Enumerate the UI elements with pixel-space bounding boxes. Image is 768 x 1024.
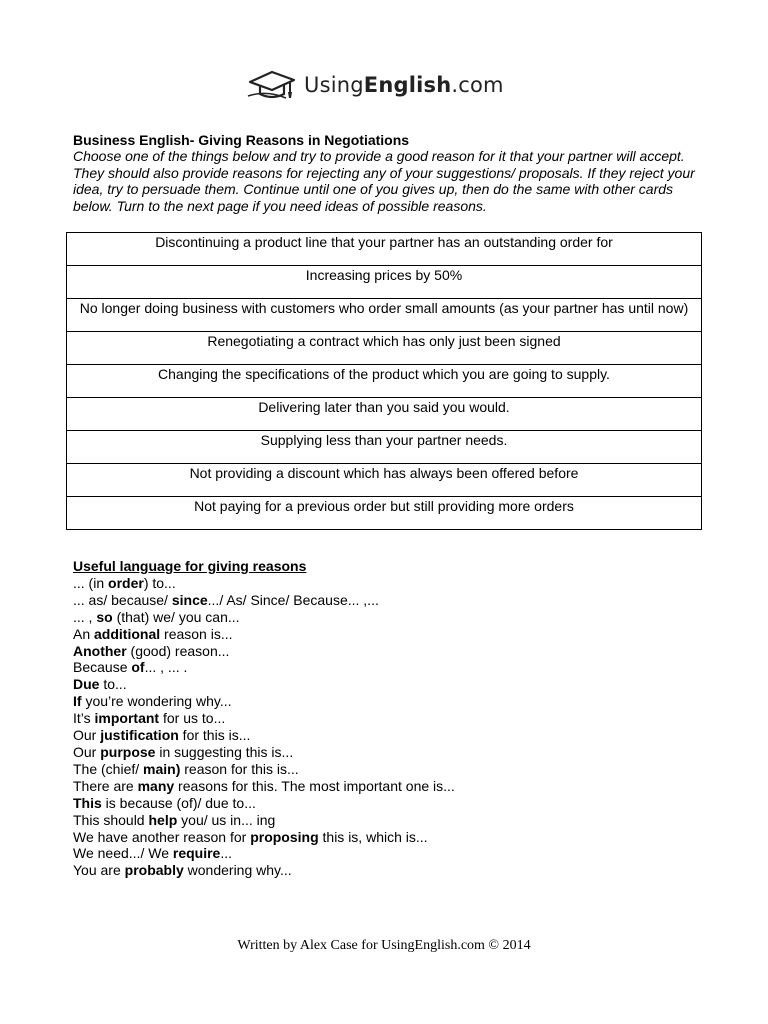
phrase-text: reason is... bbox=[160, 625, 233, 642]
phrase-text: you/ us in... ing bbox=[177, 811, 276, 828]
phrase-keyword: Due bbox=[73, 676, 100, 693]
phrase-line bbox=[73, 795, 713, 812]
phrase-line bbox=[73, 829, 713, 846]
phrase-line bbox=[73, 862, 713, 879]
card-row bbox=[67, 332, 702, 365]
phrase-line bbox=[73, 744, 713, 761]
phrase-text: reason for this is... bbox=[180, 760, 299, 777]
card-row bbox=[67, 398, 702, 431]
phrase-keyword: require bbox=[172, 845, 221, 862]
card-row bbox=[67, 365, 702, 398]
logo-text: UsingEnglish.com bbox=[304, 73, 504, 97]
card-cell: Discontinuing a product line that your partner has an outstanding order for bbox=[67, 233, 702, 266]
phrase-line bbox=[73, 575, 713, 592]
card-row bbox=[67, 431, 702, 464]
useful-language-section bbox=[73, 558, 713, 879]
card-cell: Not paying for a previous order but still providing more orders bbox=[67, 497, 702, 530]
phrase-text: .../ As/ Since/ Because... ,... bbox=[207, 591, 379, 608]
phrase-keyword: If bbox=[73, 693, 82, 710]
worksheet-header bbox=[73, 132, 713, 214]
phrase-line bbox=[73, 845, 713, 862]
phrase-line bbox=[73, 676, 713, 693]
phrase-text: Because bbox=[73, 659, 132, 676]
phrase-text: this is, which is... bbox=[318, 828, 428, 845]
phrase-text: This should bbox=[73, 811, 149, 828]
card-row bbox=[67, 464, 702, 497]
phrase-keyword: since bbox=[171, 591, 208, 608]
card-cell: Increasing prices by 50% bbox=[67, 266, 702, 299]
phrase-text: ... as/ because/ bbox=[73, 591, 172, 608]
phrase-line bbox=[73, 693, 713, 710]
phrase-text: We need.../ We bbox=[73, 845, 173, 862]
phrase-keyword: important bbox=[94, 710, 160, 727]
phrase-keyword: so bbox=[96, 608, 113, 625]
phrase-text: you’re wondering why... bbox=[81, 693, 232, 710]
phrase-keyword: main) bbox=[143, 760, 181, 777]
section-heading: Useful language for giving reasons bbox=[73, 558, 307, 574]
phrase-keyword: justification bbox=[100, 727, 179, 744]
phrase-keyword: Another bbox=[73, 642, 127, 659]
phrase-text: There are bbox=[73, 777, 138, 794]
phrase-text: Our bbox=[73, 743, 101, 760]
phrase-keyword: order bbox=[108, 574, 144, 591]
phrase-line bbox=[73, 761, 713, 778]
phrase-text: ) to... bbox=[143, 574, 176, 591]
card-cell: Supplying less than your partner needs. bbox=[67, 431, 702, 464]
phrase-line bbox=[73, 609, 713, 626]
card-row bbox=[67, 266, 702, 299]
phrase-text: ... (in bbox=[73, 574, 109, 591]
phrase-text: Our bbox=[73, 727, 101, 744]
phrase-line bbox=[73, 659, 713, 676]
instructions: Choose one of the things below and try to provide a good reason for it that your partner will accept. They should also provide reasons for rejecting any of your suggestions/ proposals. If they reject your idea, try to persuade them. Continue until one of you gives up, then do the same with other cards below. Turn to the next page if you need ideas of possible reasons. bbox=[73, 148, 695, 214]
card-row bbox=[67, 299, 702, 332]
phrase-text: (that) we/ you can... bbox=[112, 608, 240, 625]
phrase-list bbox=[73, 575, 713, 879]
phrase-text: ... , bbox=[73, 608, 97, 625]
phrase-line bbox=[73, 626, 713, 643]
card-row bbox=[67, 233, 702, 266]
card-cell: No longer doing business with customers who order small amounts (as your partner has until now) bbox=[67, 299, 702, 332]
phrase-keyword: proposing bbox=[250, 828, 319, 845]
phrase-text: is because (of)/ due to... bbox=[101, 794, 256, 811]
phrase-keyword: This bbox=[73, 794, 102, 811]
phrase-keyword: purpose bbox=[100, 743, 156, 760]
phrase-text: It’s bbox=[73, 710, 95, 727]
cards-table bbox=[66, 232, 702, 530]
phrase-keyword: additional bbox=[94, 625, 161, 642]
phrase-text: An bbox=[73, 625, 95, 642]
card-cell: Not providing a discount which has always been offered before bbox=[67, 464, 702, 497]
phrase-text: for this is... bbox=[178, 727, 251, 744]
phrase-line bbox=[73, 710, 713, 727]
phrase-keyword: help bbox=[148, 811, 178, 828]
footer-credit: Written by Alex Case for UsingEnglish.com © 2014 bbox=[237, 938, 531, 953]
phrase-text: You are bbox=[73, 862, 125, 879]
phrase-keyword: many bbox=[137, 777, 175, 794]
phrase-text: to... bbox=[99, 676, 127, 693]
phrase-line bbox=[73, 643, 713, 660]
phrase-text: ... , ... . bbox=[144, 659, 188, 676]
phrase-text: ... bbox=[220, 845, 233, 862]
card-cell: Delivering later than you said you would. bbox=[67, 398, 702, 431]
phrase-text: wondering why... bbox=[183, 862, 292, 879]
phrase-line bbox=[73, 727, 713, 744]
phrase-text: for us to... bbox=[159, 710, 226, 727]
site-logo bbox=[246, 68, 504, 102]
phrase-text: The (chief/ bbox=[73, 760, 144, 777]
phrase-line bbox=[73, 812, 713, 829]
phrase-keyword: of bbox=[131, 659, 145, 676]
graduation-cap-icon bbox=[246, 68, 298, 102]
phrase-text: in suggesting this is... bbox=[155, 743, 294, 760]
phrase-keyword: probably bbox=[124, 862, 184, 879]
phrase-text: (good) reason... bbox=[126, 642, 230, 659]
card-cell: Renegotiating a contract which has only just been signed bbox=[67, 332, 702, 365]
card-row bbox=[67, 497, 702, 530]
page-title: Business English- Giving Reasons in Negotiations bbox=[73, 132, 410, 148]
card-cell: Changing the specifications of the product which you are going to supply. bbox=[67, 365, 702, 398]
phrase-line bbox=[73, 778, 713, 795]
phrase-text: reasons for this. The most important one is... bbox=[174, 777, 455, 794]
phrase-line bbox=[73, 592, 713, 609]
phrase-text: We have another reason for bbox=[73, 828, 251, 845]
